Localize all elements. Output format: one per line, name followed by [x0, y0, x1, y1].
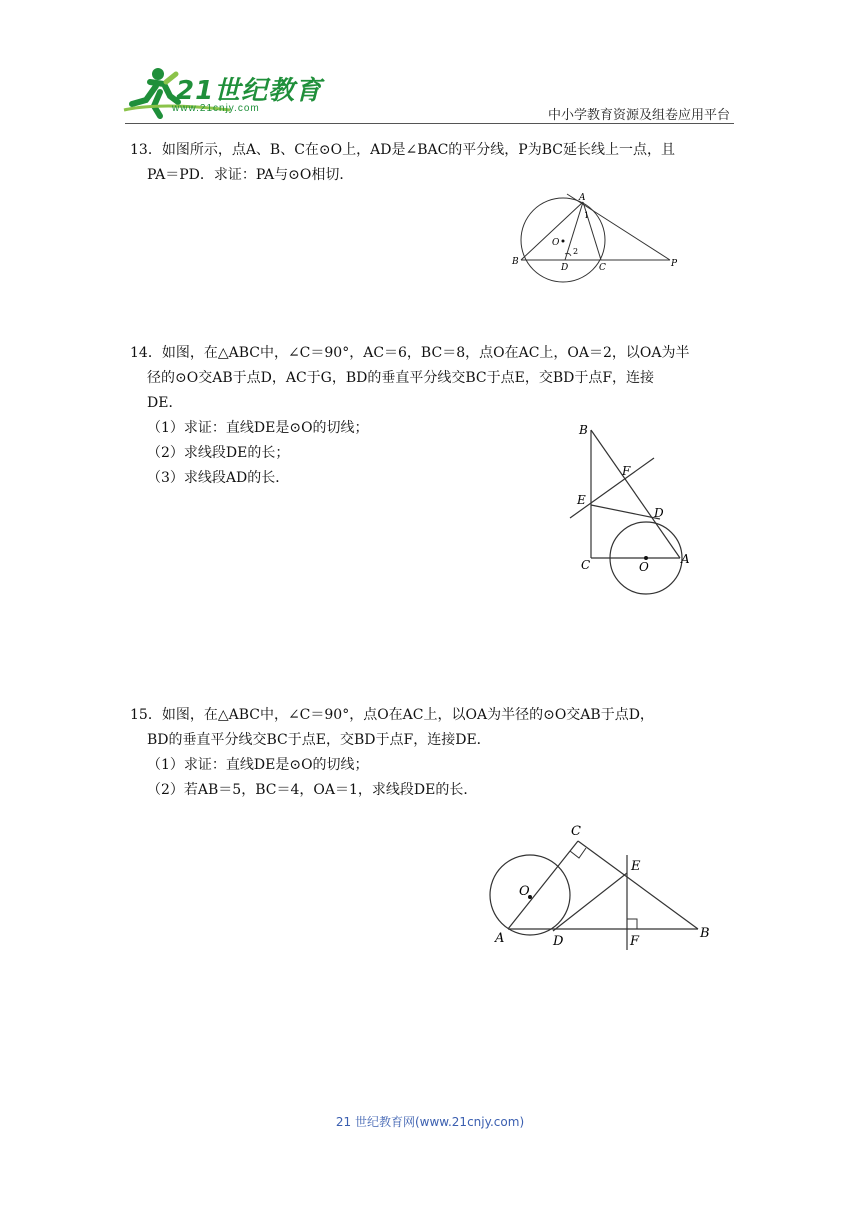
question-14-part-2: （2）求线段DE的长；	[147, 445, 290, 461]
label-O: O	[519, 884, 530, 899]
question-15-line-1: 15．如图，在△ABC中，∠C＝90°，点O在AC上，以OA为半径的⊙O交AB于点D，	[130, 707, 654, 723]
label-D: D	[553, 934, 564, 949]
question-13-line-1: 13．如图所示，点A、B、C在⊙O上，AD是∠BAC的平分线，P为BC延长线上一点，且	[130, 142, 675, 158]
label-E: E	[631, 859, 641, 874]
label-A: A	[681, 552, 690, 566]
question-15-part-2: （2）若AB＝5，BC＝4，OA＝1，求线段DE的长．	[147, 782, 478, 798]
label-angle-1: 1	[584, 211, 590, 220]
label-C: C	[599, 263, 606, 273]
question-14-line-1: 14．如图，在△ABC中，∠C＝90°，AC＝6，BC＝8，点O在AC上，OA＝2，以OA为半	[130, 345, 690, 361]
question-14-line-2: 径的⊙O交AB于点D，AC于G，BD的垂直平分线交BC于点E，交BD于点F，连接	[147, 370, 655, 386]
label-A: A	[579, 193, 586, 203]
question-14-part-3: （3）求线段AD的长．	[147, 470, 290, 486]
question-14-figure	[560, 418, 700, 598]
label-C: C	[581, 558, 591, 572]
question-13-line-2: PA＝PD．求证：PA与⊙O相切．	[147, 167, 354, 183]
question-15-line-2: BD的垂直平分线交BC于点E，交BD于点F，连接DE．	[147, 732, 491, 748]
logo-text: 21世纪教育	[176, 76, 323, 106]
question-13	[130, 138, 735, 188]
label-B: B	[579, 423, 588, 437]
label-A: A	[495, 931, 505, 946]
label-E: E	[577, 493, 586, 507]
label-O: O	[552, 238, 560, 248]
question-15-part-1: （1）求证：直线DE是⊙O的切线；	[147, 757, 369, 773]
page-footer: 21 世纪教育网(www.21cnjy.com)	[335, 1115, 525, 1129]
label-F: F	[630, 934, 640, 949]
question-15-figure	[485, 815, 720, 955]
label-P: P	[671, 259, 678, 269]
label-B: B	[512, 257, 519, 267]
label-angle-2: 2	[573, 247, 579, 256]
header-divider	[125, 123, 734, 124]
logo-url: www.21cnjy.com	[172, 103, 260, 114]
label-F: F	[622, 464, 631, 478]
platform-name: 中小学教育资源及组卷应用平台	[547, 108, 730, 123]
question-14-part-1: （1）求证：直线DE是⊙O的切线；	[147, 420, 369, 436]
label-B: B	[700, 926, 710, 941]
question-15	[130, 703, 735, 803]
label-D: D	[654, 506, 664, 520]
label-O: O	[639, 560, 649, 574]
question-13-figure	[505, 188, 690, 288]
question-14-line-3: DE．	[147, 395, 183, 411]
page-header	[0, 0, 860, 125]
label-C: C	[571, 824, 581, 839]
label-D: D	[561, 263, 569, 273]
